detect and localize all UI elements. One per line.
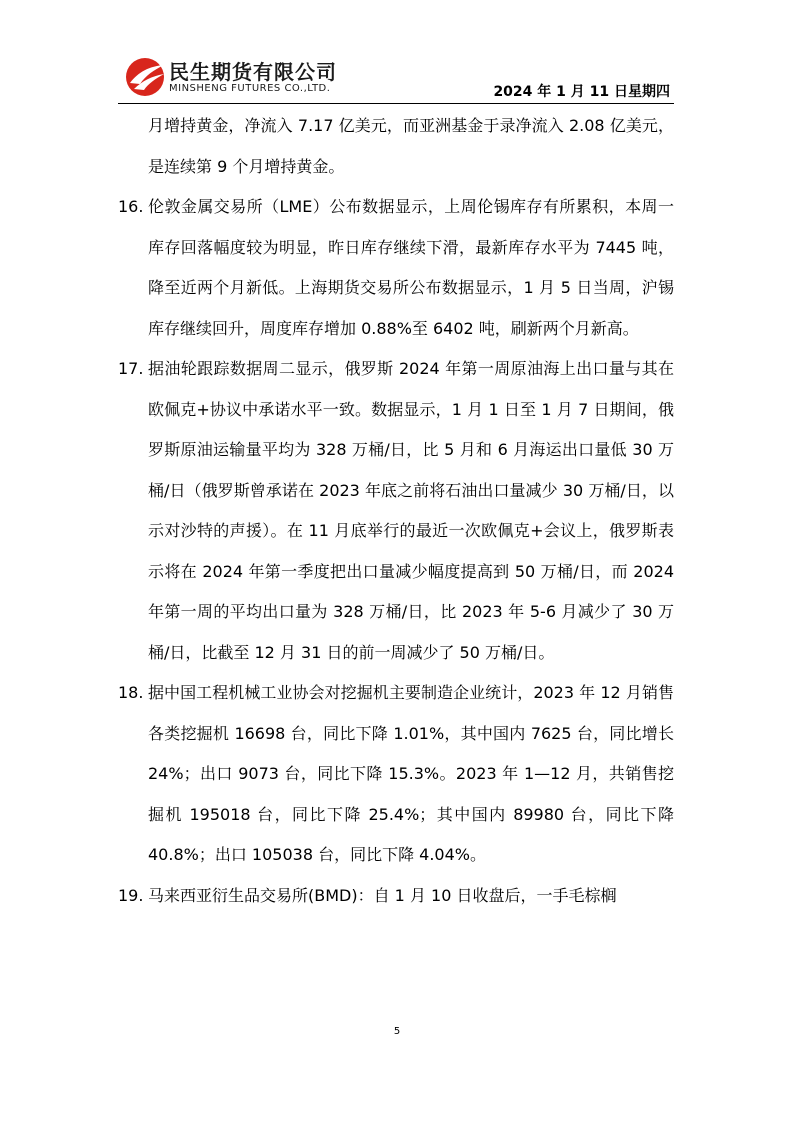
page-header xyxy=(0,0,794,106)
paragraph-item xyxy=(118,876,674,917)
company-name-en: MINSHENG FUTURES CO.,LTD. xyxy=(169,83,331,94)
item-number: 18. xyxy=(118,683,144,702)
paragraph-text: 马来西亚衍生品交易所(BMD)：自 1 月 10 日收盘后，一手毛棕榈 xyxy=(148,885,617,905)
item-number: 19. xyxy=(118,885,144,905)
item-number: 17. xyxy=(118,359,144,378)
paragraph-text: 据中国工程机械工业协会对挖掘机主要制造企业统计，2023 年 12 月销售各类挖掘机 16698 台，同比下降 1.01%，其中国内 7625 台，同比增长 24%；出口 9073 台，同比下降 15.3%。2023 年 1—12 月，共销售挖掘机 195018 台，同比下降 25.4%；其中国内 89980 台，同比下降 40.8%；出口 105038 台，同比下降 4.04%。 xyxy=(148,683,674,864)
paragraph-item xyxy=(118,673,674,876)
paragraph-item xyxy=(118,349,674,673)
page-number: 5 xyxy=(393,1026,401,1037)
paragraph-text: 据油轮跟踪数据周二显示，俄罗斯 2024 年第一周原油海上出口量与其在欧佩克+协议中承诺水平一致。数据显示，1 月 1 日至 1 月 7 日期间，俄罗斯原油运输量平均为 328 万桶/日，比 5 月和 6 月海运出口量低 30 万桶/日（俄罗斯曾承诺在 2023 年底之前将石油出口量减少 30 万桶/日，以示对沙特的声援）。在 11 月底举行的最近一次欧佩克+会议上，俄罗斯表示将在 2024 年第一季度把出口量减少幅度提高到 50 万桶/日，而 2024 年第一周的平均出口量为 328 万桶/日，比 2023 年 5-6 月减少了 30 万桶/日，比截至 12 月 31 日的前一周减少了 50 万桶/日。 xyxy=(148,359,674,662)
company-logo xyxy=(124,52,384,102)
company-name-cn: 民生期货有限公司 xyxy=(169,60,337,84)
paragraph-item xyxy=(118,187,674,349)
header-divider xyxy=(118,103,674,104)
paragraph-continued xyxy=(118,106,674,187)
paragraph-text: 伦敦金属交易所（LME）公布数据显示，上周伦锡库存有所累积，本周一库存回落幅度较为明显，昨日库存继续下滑，最新库存水平为 7445 吨，降至近两个月新低。上海期货交易所公布数据显示，1 月 5 日当周，沪锡库存继续回升，周度库存增加 0.88%至 6402 吨，刷新两个月新高。 xyxy=(148,197,674,338)
header-date: 2024 年 1 月 11 日星期四 xyxy=(493,84,670,100)
document-body xyxy=(118,106,674,916)
item-number: 16. xyxy=(118,197,144,216)
minsheng-logo-icon xyxy=(124,56,168,98)
paragraph-text: 月增持黄金，净流入 7.17 亿美元，而亚洲基金于录净流入 2.08 亿美元，是连续第 9 个月增持黄金。 xyxy=(148,116,674,176)
